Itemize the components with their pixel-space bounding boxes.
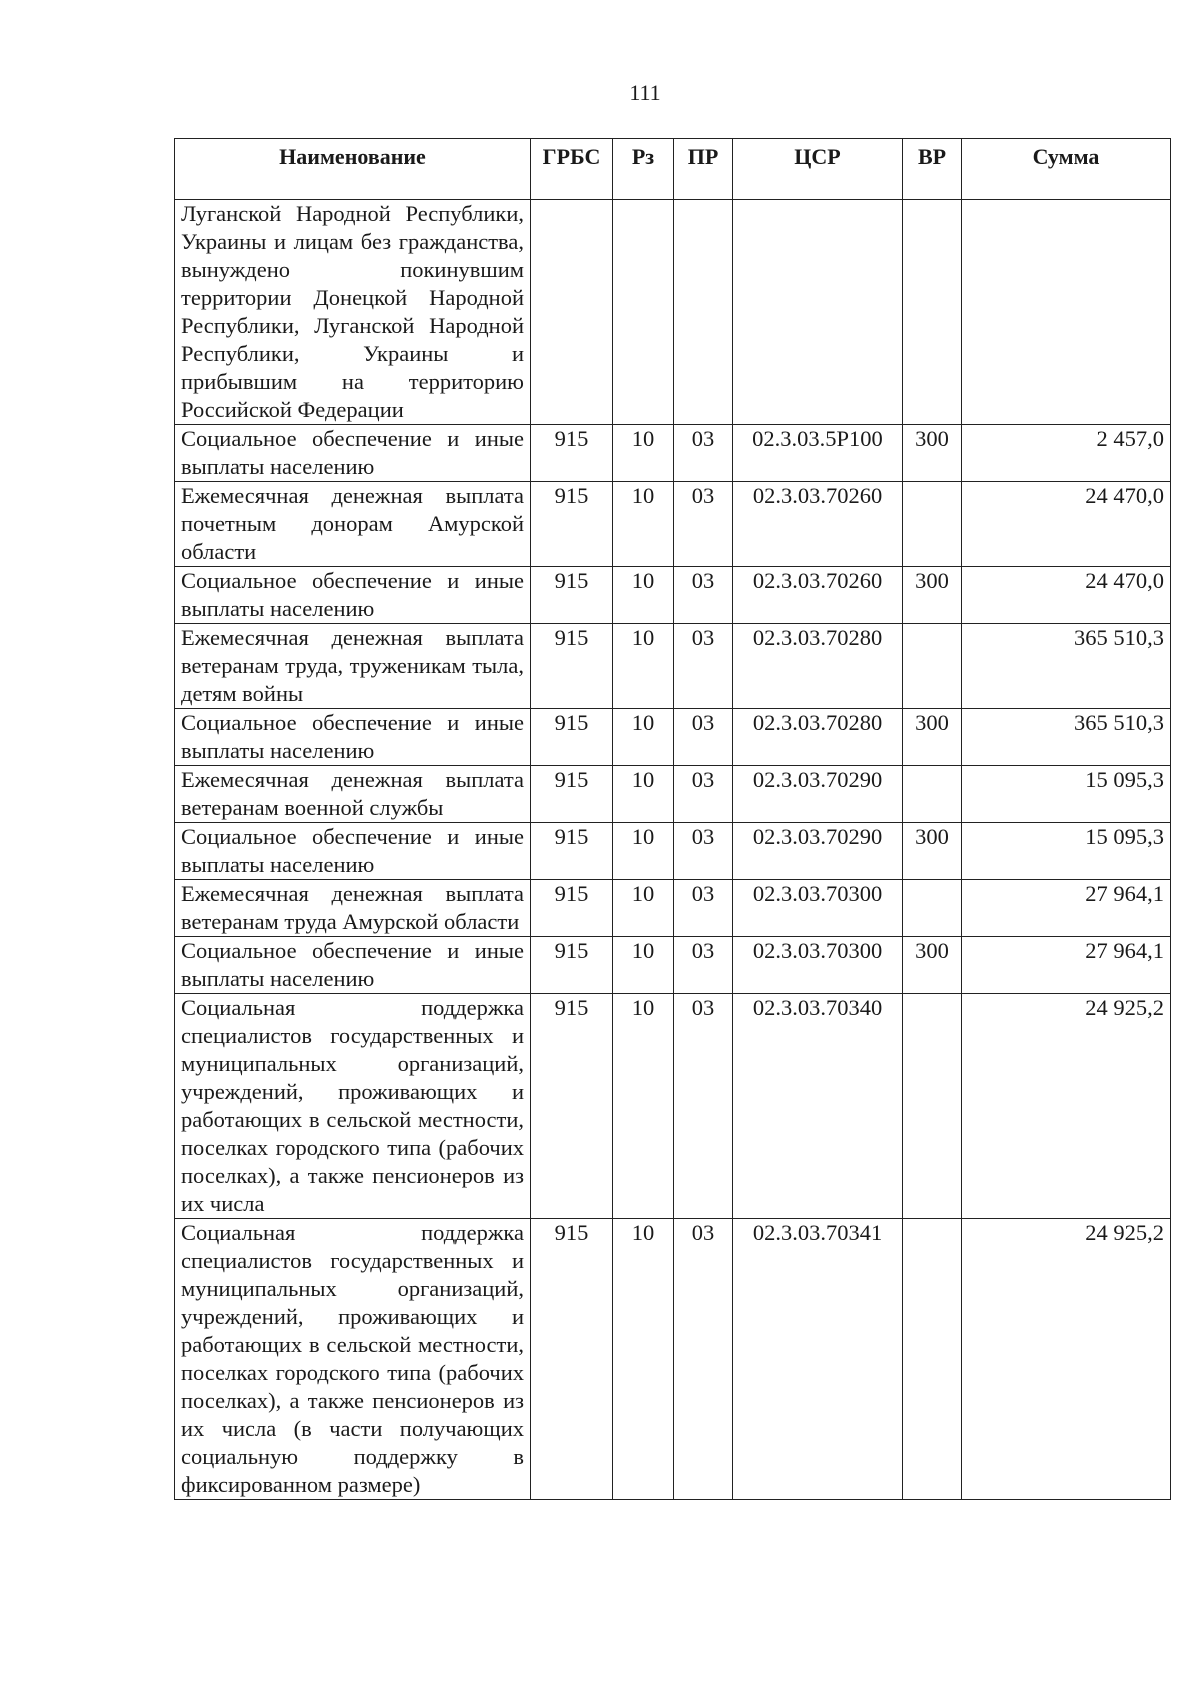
sum-cell: 365 510,3	[962, 709, 1171, 766]
vr-cell: 300	[903, 823, 962, 880]
grbs-cell: 915	[531, 567, 613, 624]
page-number: 111	[629, 80, 661, 105]
row-name-cell: Социальное обеспечение и иные выплаты населению	[175, 567, 531, 624]
vr-cell: 300	[903, 937, 962, 994]
sum-cell: 24 470,0	[962, 567, 1171, 624]
pr-cell: 03	[674, 994, 733, 1219]
sum-cell: 365 510,3	[962, 624, 1171, 709]
sum-cell: 15 095,3	[962, 766, 1171, 823]
row-name-cell: Луганской Народной Республики, Украины и лицам без гражданства, вынуждено покинувшим территории Донецкой Народной Республики, Луганской Народной Республики, Украины и прибывшим на территорию Российской Федерации	[175, 200, 531, 425]
vr-cell	[903, 200, 962, 425]
csr-cell: 02.3.03.70300	[733, 937, 903, 994]
budget-table	[174, 138, 1171, 1500]
grbs-cell: 915	[531, 994, 613, 1219]
grbs-cell	[531, 200, 613, 425]
rz-cell: 10	[613, 425, 674, 482]
grbs-cell: 915	[531, 766, 613, 823]
rz-cell: 10	[613, 823, 674, 880]
grbs-cell: 915	[531, 425, 613, 482]
csr-cell: 02.3.03.70260	[733, 482, 903, 567]
table-row	[175, 709, 1171, 766]
table-row	[175, 624, 1171, 709]
table-row	[175, 880, 1171, 937]
vr-cell: 300	[903, 709, 962, 766]
pr-cell: 03	[674, 709, 733, 766]
sum-cell: 15 095,3	[962, 823, 1171, 880]
row-name-cell: Ежемесячная денежная выплата ветеранам военной службы	[175, 766, 531, 823]
rz-cell: 10	[613, 937, 674, 994]
table-row	[175, 766, 1171, 823]
grbs-cell: 915	[531, 1219, 613, 1500]
vr-cell	[903, 624, 962, 709]
csr-cell: 02.3.03.70290	[733, 766, 903, 823]
rz-cell: 10	[613, 709, 674, 766]
grbs-cell: 915	[531, 823, 613, 880]
table-header-row	[175, 139, 1171, 200]
row-name-cell: Социальная поддержка специалистов государственных и муниципальных организаций, учреждений, проживающих и работающих в сельской местности, поселках городского типа (рабочих поселках), а также пенсионеров из их числа (в части получающих социальную поддержку в фиксированном размере)	[175, 1219, 531, 1500]
row-name-cell: Социальная поддержка специалистов государственных и муниципальных организаций, учреждений, проживающих и работающих в сельской местности, поселках городского типа (рабочих поселках), а также пенсионеров из их числа	[175, 994, 531, 1219]
row-name-cell: Социальное обеспечение и иные выплаты населению	[175, 425, 531, 482]
sum-cell	[962, 200, 1171, 425]
rz-cell	[613, 200, 674, 425]
pr-cell: 03	[674, 766, 733, 823]
vr-cell	[903, 880, 962, 937]
header-grbs: ГРБС	[531, 139, 613, 200]
header-pr: ПР	[674, 139, 733, 200]
row-name-cell: Ежемесячная денежная выплата почетным донорам Амурской области	[175, 482, 531, 567]
sum-cell: 2 457,0	[962, 425, 1171, 482]
row-name-cell: Ежемесячная денежная выплата ветеранам труда Амурской области	[175, 880, 531, 937]
grbs-cell: 915	[531, 937, 613, 994]
table-row	[175, 567, 1171, 624]
rz-cell: 10	[613, 994, 674, 1219]
pr-cell: 03	[674, 823, 733, 880]
sum-cell: 24 925,2	[962, 994, 1171, 1219]
pr-cell: 03	[674, 624, 733, 709]
table-row	[175, 200, 1171, 425]
pr-cell: 03	[674, 567, 733, 624]
csr-cell: 02.3.03.70280	[733, 624, 903, 709]
grbs-cell: 915	[531, 880, 613, 937]
csr-cell: 02.3.03.5Р100	[733, 425, 903, 482]
rz-cell: 10	[613, 880, 674, 937]
csr-cell: 02.3.03.70300	[733, 880, 903, 937]
vr-cell	[903, 766, 962, 823]
grbs-cell: 915	[531, 624, 613, 709]
table-body	[175, 200, 1171, 1500]
table-row	[175, 425, 1171, 482]
vr-cell	[903, 1219, 962, 1500]
table-row	[175, 823, 1171, 880]
rz-cell: 10	[613, 1219, 674, 1500]
pr-cell	[674, 200, 733, 425]
rz-cell: 10	[613, 567, 674, 624]
grbs-cell: 915	[531, 709, 613, 766]
rz-cell: 10	[613, 624, 674, 709]
sum-cell: 24 925,2	[962, 1219, 1171, 1500]
vr-cell	[903, 482, 962, 567]
csr-cell: 02.3.03.70290	[733, 823, 903, 880]
vr-cell: 300	[903, 425, 962, 482]
csr-cell: 02.3.03.70341	[733, 1219, 903, 1500]
csr-cell: 02.3.03.70260	[733, 567, 903, 624]
table-row	[175, 1219, 1171, 1500]
csr-cell: 02.3.03.70280	[733, 709, 903, 766]
csr-cell: 02.3.03.70340	[733, 994, 903, 1219]
pr-cell: 03	[674, 425, 733, 482]
pr-cell: 03	[674, 1219, 733, 1500]
csr-cell	[733, 200, 903, 425]
vr-cell	[903, 994, 962, 1219]
pr-cell: 03	[674, 482, 733, 567]
pr-cell: 03	[674, 880, 733, 937]
sum-cell: 24 470,0	[962, 482, 1171, 567]
vr-cell: 300	[903, 567, 962, 624]
pr-cell: 03	[674, 937, 733, 994]
table-row	[175, 482, 1171, 567]
rz-cell: 10	[613, 766, 674, 823]
header-sum: Сумма	[962, 139, 1171, 200]
sum-cell: 27 964,1	[962, 937, 1171, 994]
header-csr: ЦСР	[733, 139, 903, 200]
table-row	[175, 937, 1171, 994]
row-name-cell: Социальное обеспечение и иные выплаты населению	[175, 937, 531, 994]
table-row	[175, 994, 1171, 1219]
row-name-cell: Социальное обеспечение и иные выплаты населению	[175, 823, 531, 880]
row-name-cell: Социальное обеспечение и иные выплаты населению	[175, 709, 531, 766]
sum-cell: 27 964,1	[962, 880, 1171, 937]
rz-cell: 10	[613, 482, 674, 567]
grbs-cell: 915	[531, 482, 613, 567]
row-name-cell: Ежемесячная денежная выплата ветеранам труда, труженикам тыла, детям войны	[175, 624, 531, 709]
header-vr: ВР	[903, 139, 962, 200]
header-rz: Рз	[613, 139, 674, 200]
header-name: Наименование	[175, 139, 531, 200]
